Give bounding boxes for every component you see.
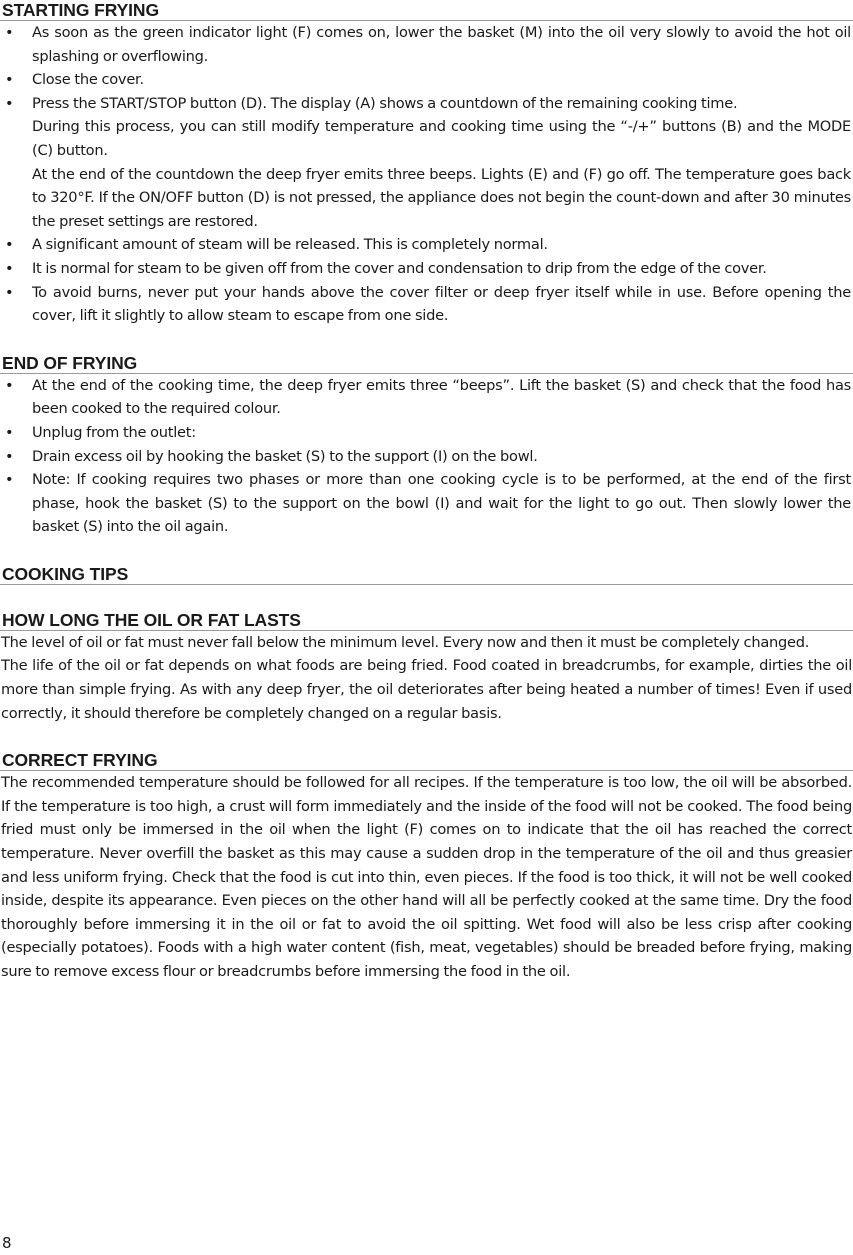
list-item-text: • Drain excess oil by hooking the basket (S) to the support (I) on the bowl.: [32, 447, 538, 465]
list-item: [0, 468, 853, 539]
section-cooking-tips: [0, 564, 853, 585]
list-item: [0, 233, 853, 257]
list-item-text: • To avoid burns, never put your hands above the cover filter or deep fryer itself while in use. Before opening the cover, lift it slightly to allow steam to escape from one side.: [32, 283, 851, 325]
bullet-list: [0, 374, 853, 539]
list-item-text: • As soon as the green indicator light (F) comes on, lower the basket (M) into the oil very slowly to avoid the hot oil splashing or overflowing.: [32, 24, 851, 65]
section-heading: CORRECT FRYING: [0, 750, 853, 771]
list-item: [0, 374, 853, 421]
section-heading: HOW LONG THE OIL OR FAT LASTS: [0, 610, 853, 631]
section-heading: END OF FRYING: [0, 353, 853, 374]
list-item: [0, 68, 853, 92]
list-item-continuation: During this process, you can still modify temperature and cooking time using the “-/+” buttons (B) and the MODE (C) button.: [32, 118, 851, 159]
list-item-text: • It is normal for steam to be given off from the cover and condensation to drip from the edge of the cover.: [32, 259, 767, 277]
paragraph: The level of oil or fat must never fall below the minimum level. Every now and then it must be completely changed.: [1, 633, 810, 651]
list-item: [0, 257, 853, 281]
page-number: 8: [2, 1234, 12, 1252]
paragraph: The life of the oil or fat depends on what foods are being fried. Food coated in breadcrumbs, for example, dirties the oil more than simple frying. As with any deep fryer, the oil deteriorates after being heated a number of times! Even if used correctly, it should therefore be completely changed on a regular basis.: [1, 657, 852, 722]
section-spacer: [0, 725, 853, 750]
list-item-text: • A significant amount of steam will be released. This is completely normal.: [32, 236, 548, 254]
section-spacer: [0, 539, 853, 564]
section-end-of-frying: [0, 353, 853, 539]
section-heading: STARTING FRYING: [0, 0, 853, 21]
list-item-text: • At the end of the cooking time, the deep fryer emits three “beeps”. Lift the basket (S) and check that the food has been cooked to the required colour.: [32, 376, 851, 418]
list-item: [0, 21, 853, 68]
section-heading: COOKING TIPS: [0, 564, 853, 585]
bullet-list: [0, 21, 853, 328]
list-item-text: • Close the cover.: [32, 71, 144, 89]
list-item-text: • Press the START/STOP button (D). The display (A) shows a countdown of the remaining cooking time.: [32, 94, 738, 112]
list-item: [0, 445, 853, 469]
section-starting-frying: [0, 0, 853, 328]
section-oil-life: [0, 610, 853, 725]
list-item-text: • Unplug from the outlet:: [32, 423, 196, 441]
list-item-continuation: At the end of the countdown the deep fryer emits three beeps. Lights (E) and (F) go off. The temperature goes back to 320°F. If the ON/OFF button (D) is not pressed, the appliance does not begin the count-down and after 30 minutes the preset settings are restored.: [32, 165, 851, 230]
list-item: [0, 421, 853, 445]
section-spacer: [0, 328, 853, 353]
section-correct-frying: [0, 750, 853, 983]
list-item: [0, 281, 853, 328]
list-item: [0, 92, 853, 234]
section-spacer: [0, 585, 853, 610]
list-item-text: • Note: If cooking requires two phases or more than one cooking cycle is to be performed, at the end of the first phase, hook the basket (S) to the support on the bowl (I) and wait for the light to go out. Then slowly lower the basket (S) into the oil again.: [32, 471, 851, 536]
paragraph: The recommended temperature should be followed for all recipes. If the temperature is too low, the oil will be absorbed. If the temperature is too high, a crust will form immediately and the inside of the food will not be cooked. The food being fried must only be immersed in the oil when the light (F) comes on to indicate that the oil has reached the correct temperature. Never overfill the basket as this may cause a sudden drop in the temperature of the oil and thus greasier and less uniform frying. Check that the food is cut into thin, even pieces. If the food is too thick, it will not be well cooked inside, despite its appearance. Even pieces on the other hand will all be perfectly cooked at the same time. Dry the food thoroughly before immersing it in the oil or fat to avoid the oil spitting. Wet food will also be less crisp after cooking (especially potatoes). Foods with a high water content (fish, meat, vegetables) should be breaded before frying, making sure to remove excess flour or breadcrumbs before immersing the food in the oil.: [1, 774, 852, 980]
